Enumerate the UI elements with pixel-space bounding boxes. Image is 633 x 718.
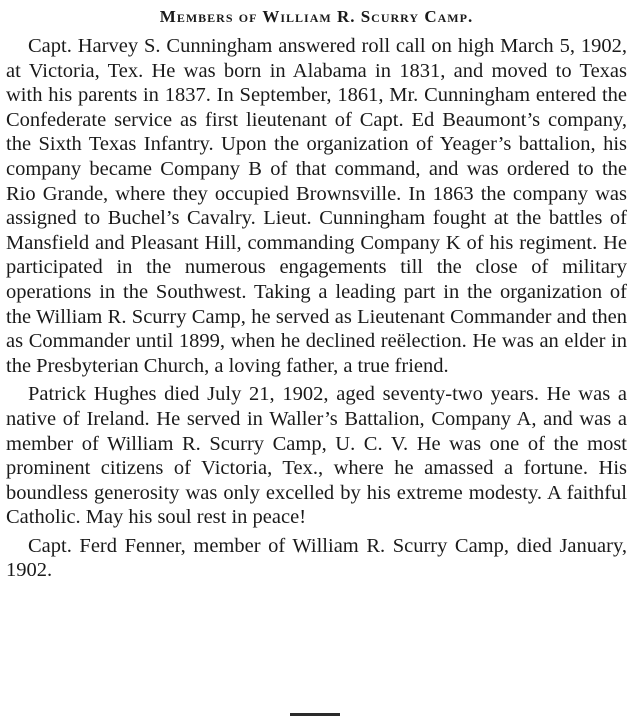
obituary-fenner: Capt. Ferd Fenner, member of William R. Scurry Camp, died January, 1902. [6,534,627,582]
section-title: Members of William R. Scurry Camp. [159,7,474,26]
obituary-cunningham: Capt. Harvey S. Cunningham answered roll call on high March 5, 1902, at Victoria, Tex. He was born in Alabama in 1831, and moved to Texas with his parents in 1837. In September, 1861, Mr. Cunningham entered the Confederate service as first lieutenant of Capt. Ed Beaumont’s company, the Sixth Texas Infantry. Upon the organization of Yeager’s battalion, his company became Company B of that command, and was ordered to the Rio Grande, where they occupied Brownsville. In 1863 the company was assigned to Buchel’s Cavalry. Lieut. Cunningham fought at the battles of Mansfield and Pleasant Hill, commanding Company K of his regiment. He participated in the numerous engagements till the close of military operations in the Southwest. Taking a leading part in the organization of the William R. Scurry Camp, he served as Lieutenant Commander and then as Commander until 1899, when he declined reëlection. He was an elder in the Presbyterian Church, a loving father, a true friend. [6,35,627,377]
obituary-hughes: Patrick Hughes died July 21, 1902, aged seventy-two years. He was a native of Ireland. He served in Waller’s Battalion, Company A, and was a member of William R. Scurry Camp, U. C. V. He was one of the most prominent citizens of Victoria, Tex., where he amassed a fortune. His boundless generosity was only excelled by his extreme modesty. A faithful Catholic. May his soul rest in peace! [6,383,627,529]
bottom-rule [290,713,340,716]
document-page [6,6,627,583]
